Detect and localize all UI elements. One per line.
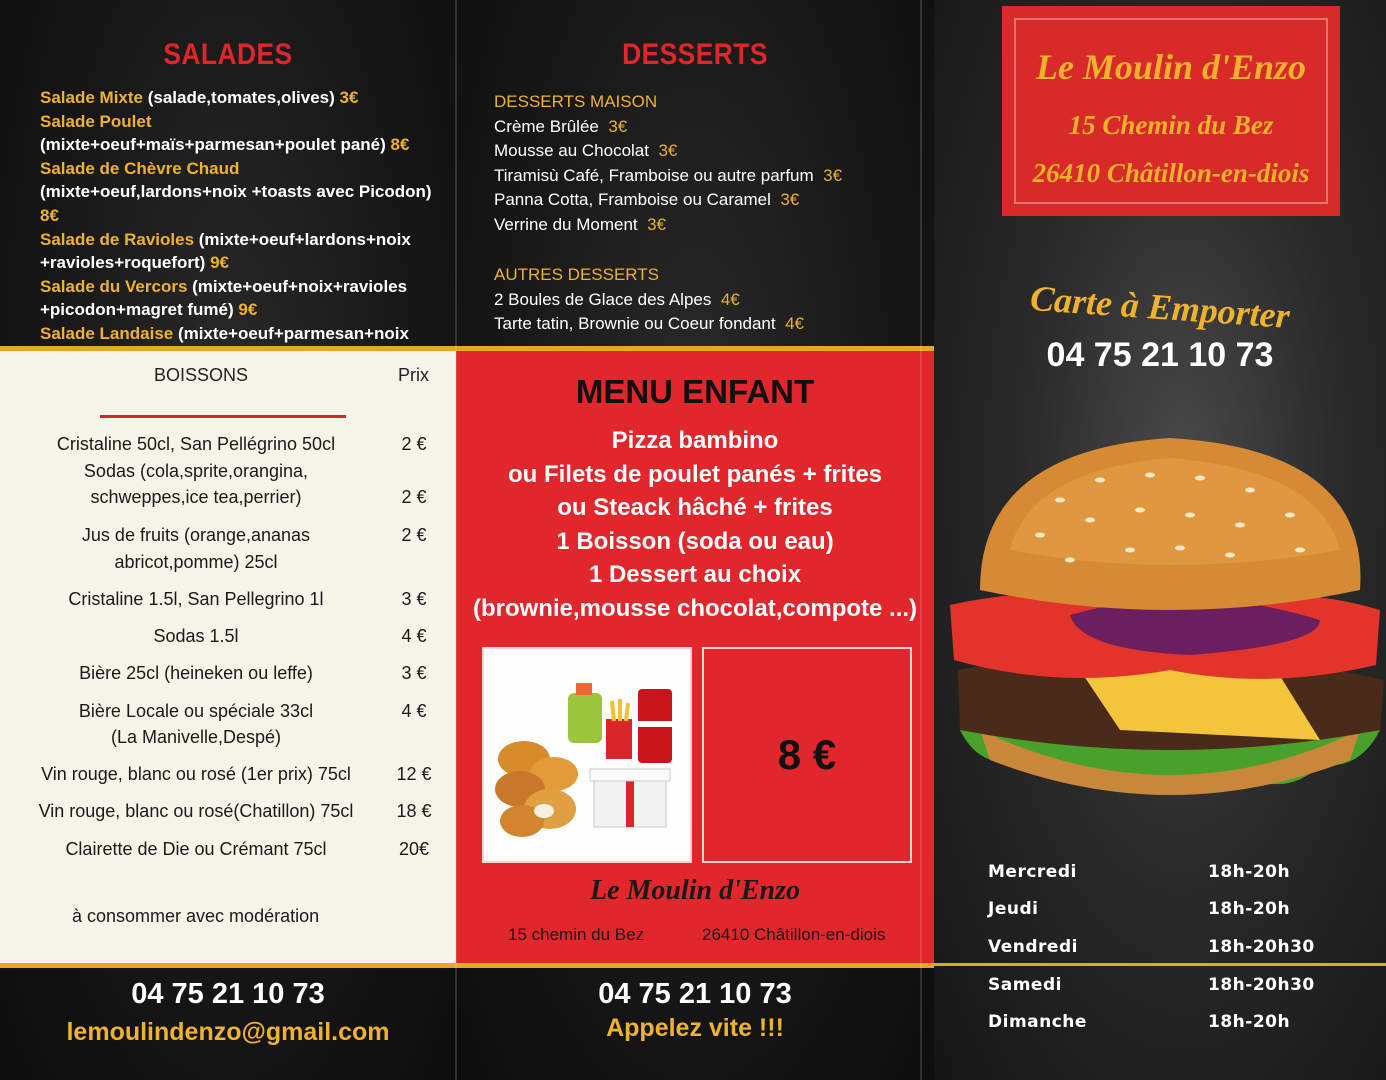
restaurant-city: 26410 Châtillon-en-diois — [1032, 158, 1310, 188]
price-box — [702, 647, 912, 863]
desserts-maison-title: DESSERTS MAISON — [494, 92, 658, 111]
address-city: 26410 Châtillon-en-diois — [702, 925, 886, 944]
fold-line — [920, 0, 922, 1080]
desserts-maison — [494, 90, 914, 238]
salade-item: Salade Poulet (mixte+oeuf+maïs+parmesan+poulet pané) 8€ — [40, 111, 410, 155]
menu-line: ou Filets de poulet panés + frites — [507, 460, 883, 488]
cover-phone[interactable]: 04 75 21 10 73 — [1046, 336, 1274, 374]
fold-line — [455, 0, 457, 1080]
boissons-header: BOISSONS — [154, 365, 249, 385]
contact-block — [0, 968, 456, 1080]
autres-desserts — [494, 263, 914, 337]
menu-enfant-content — [456, 424, 934, 625]
menu-line: Pizza bambino — [611, 427, 779, 454]
phone-number[interactable]: 04 75 21 10 73 — [131, 978, 325, 1010]
menu-enfant-title: MENU ENFANT — [575, 373, 815, 410]
salade-item: Salade du Vercors (mixte+oeuf+noix+ravioles +picodon+magret fumé) 9€ — [40, 276, 408, 320]
desserts-title: DESSERTS — [622, 38, 768, 71]
restaurant-street: 15 Chemin du Bez — [1068, 110, 1274, 140]
salades-title: SALADES — [163, 38, 293, 71]
red-divider — [100, 415, 346, 418]
salade-item: Salade Mixte (salade,tomates,olives) 3€ — [40, 88, 359, 107]
menu-line: 1 Dessert au choix — [588, 561, 802, 588]
dessert-item: Mousse au Chocolat 3€ — [494, 141, 678, 161]
restaurant-sign — [1002, 6, 1340, 216]
brand-script: Le Moulin d'Enzo — [589, 875, 801, 906]
autres-desserts-title: AUTRES DESSERTS — [494, 265, 660, 284]
menu-photo-box — [482, 647, 692, 863]
panel-middle — [456, 0, 934, 1080]
salade-item: Salade de Chèvre Chaud (mixte+oeuf,lardons+noix +toasts avec Picodon) 8€ — [40, 158, 432, 225]
menu-line: ou Steack hâché + frites — [557, 494, 833, 521]
boissons-section: BOISSONS Prix Cristaline 50cl, San Pellégrino 50cl 2 € Sodas (cola,sprite,orangina, schweppes,ice tea,perrier) 2 € Jus de fruits (orange,ananas 2 € abricot,pomme) 25cl Cristaline 1.5l, San Pellegrino 1l 3 € Sodas 1.5l 4 € Bière 25cl (heineken ou leffe) 3 € Bière Locale ou spéciale 33cl 4 € (La Manivelle,Despé) Vin rouge, blanc ou rosé (1er prix) 75cl 12 € Vin rouge, blanc ou rosé(Chatillon) 75cl 18 € Clairette de Die ou Crémant 75cl 20€ à consommer avec modération — [0, 351, 456, 963]
salade-item: Salade Landaise (mixte+oeuf+parmesan+noix — [40, 323, 409, 343]
menu-enfant-price: 8 € — [777, 731, 837, 778]
divider — [934, 963, 1386, 966]
menu-line: (brownie,mousse chocolat,compote ...) — [472, 594, 918, 622]
menu-line: 1 Boisson (soda ou eau) — [556, 527, 834, 555]
salades-list — [40, 86, 450, 369]
dessert-item: Tarte tatin, Brownie ou Coeur fondant 4€ — [494, 314, 804, 334]
prix-header: Prix — [398, 365, 429, 385]
dessert-item: 2 Boules de Glace des Alpes 4€ — [494, 289, 740, 309]
menu-enfant-section — [456, 351, 934, 963]
moderation-note: à consommer avec modération — [72, 906, 320, 926]
panel-left — [0, 0, 456, 1080]
call-block — [456, 968, 934, 1080]
carte-a-emporter: Carte à Emporter — [1028, 277, 1292, 337]
restaurant-name: Le Moulin d'Enzo — [1035, 47, 1307, 87]
kids-meal-image — [484, 649, 690, 861]
panel-cover: Le Moulin d'Enzo 15 Chemin du Bez 26410 Châtillon-en-diois Carte à Emporter 04 75 21 10 73 Mercredi 18h-20h Jeudi 18h-20h Vendredi 18h-20h30 Samedi 18h-20h30 Dimanche 18h-20h — [934, 0, 1386, 1080]
burger-image — [940, 430, 1386, 830]
phone-number[interactable]: 04 75 21 10 73 — [598, 978, 792, 1010]
dessert-item: Verrine du Moment 3€ — [494, 214, 667, 234]
salade-item: Salade de Ravioles (mixte+oeuf+lardons+noix +ravioles+roquefort) 9€ — [40, 229, 411, 273]
dessert-item: Tiramisù Café, Framboise ou autre parfum 3€ — [494, 165, 843, 185]
call-now: Appelez vite !!! — [606, 1014, 784, 1042]
dessert-item: Crème Brûlée 3€ — [494, 116, 628, 136]
email-link[interactable]: lemoulindenzo@gmail.com — [66, 1018, 390, 1046]
address-street: 15 chemin du Bez — [508, 925, 645, 944]
dessert-item: Panna Cotta, Framboise ou Caramel 3€ — [494, 190, 800, 210]
